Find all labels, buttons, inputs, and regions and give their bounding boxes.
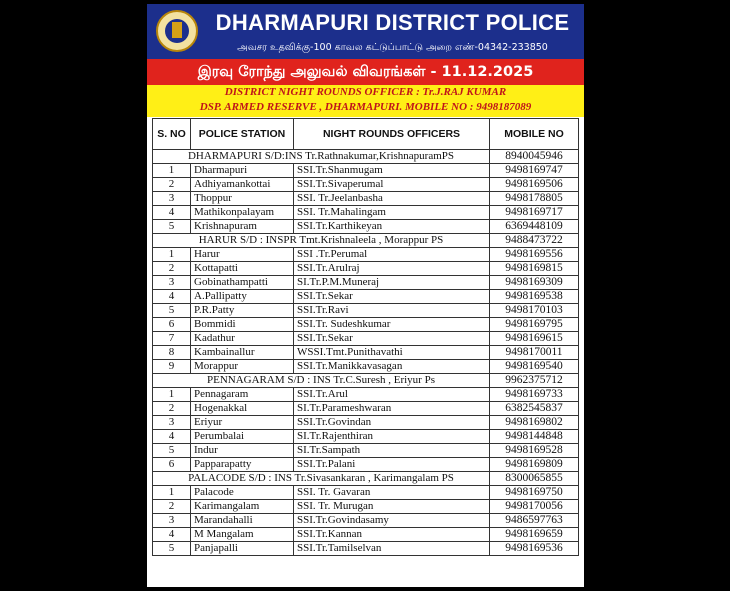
sno-cell: 5 bbox=[153, 542, 191, 556]
station-cell: M Mangalam bbox=[191, 528, 294, 542]
sno-cell: 3 bbox=[153, 276, 191, 290]
officer-cell: SSI.Tr.Ravi bbox=[294, 304, 490, 318]
sno-cell: 1 bbox=[153, 486, 191, 500]
officer-cell: SSI. Tr.Mahalingam bbox=[294, 206, 490, 220]
sno-cell: 6 bbox=[153, 318, 191, 332]
column-header-sno: S. NO bbox=[153, 119, 191, 150]
officer-cell: SSI.Tr. Sudeshkumar bbox=[294, 318, 490, 332]
mobile-cell: 9498169733 bbox=[490, 388, 579, 402]
sno-cell: 1 bbox=[153, 248, 191, 262]
station-cell: Dharmapuri bbox=[191, 164, 294, 178]
district-officer-banner bbox=[147, 85, 584, 117]
table-row bbox=[153, 318, 579, 332]
officer-cell: SI.Tr.Parameshwaran bbox=[294, 402, 490, 416]
table-header-row bbox=[153, 119, 579, 150]
officer-cell: SSI.Tr.Arulraj bbox=[294, 262, 490, 276]
mobile-cell: 6382545837 bbox=[490, 402, 579, 416]
station-cell: Morappur bbox=[191, 360, 294, 374]
subdivision-mobile: 8940045946 bbox=[490, 150, 579, 164]
officer-cell: SSI.Tr.Kannan bbox=[294, 528, 490, 542]
table-row bbox=[153, 220, 579, 234]
mobile-cell: 9486597763 bbox=[490, 514, 579, 528]
station-cell: Perumbalai bbox=[191, 430, 294, 444]
mobile-cell: 9498169540 bbox=[490, 360, 579, 374]
sno-cell: 1 bbox=[153, 164, 191, 178]
table-row bbox=[153, 192, 579, 206]
group-header-row bbox=[153, 234, 579, 248]
officer-cell: SSI.Tr.Govindasamy bbox=[294, 514, 490, 528]
column-header-station: POLICE STATION bbox=[191, 119, 294, 150]
sno-cell: 5 bbox=[153, 220, 191, 234]
station-cell: Eriyur bbox=[191, 416, 294, 430]
control-room-subtitle: அவசர உதவிக்கு-100 காவல கட்டுப்பாட்டு அறை எண்-04342-233850 bbox=[237, 42, 548, 53]
mobile-cell: 9498169750 bbox=[490, 486, 579, 500]
station-cell: Marandahalli bbox=[191, 514, 294, 528]
sno-cell: 2 bbox=[153, 402, 191, 416]
table-row bbox=[153, 514, 579, 528]
mobile-cell: 9498169659 bbox=[490, 528, 579, 542]
mobile-cell: 9498169506 bbox=[490, 178, 579, 192]
sno-cell: 5 bbox=[153, 304, 191, 318]
officer-cell: SSI. Tr.Jeelanbasha bbox=[294, 192, 490, 206]
page-title: DHARMAPURI DISTRICT POLICE bbox=[215, 10, 570, 35]
table-row bbox=[153, 290, 579, 304]
mobile-cell: 9498169795 bbox=[490, 318, 579, 332]
mobile-cell: 9498169309 bbox=[490, 276, 579, 290]
table-row bbox=[153, 402, 579, 416]
mobile-cell: 9498144848 bbox=[490, 430, 579, 444]
officer-cell: SSI. Tr. Murugan bbox=[294, 500, 490, 514]
officer-cell: SSI.Tr.Palani bbox=[294, 458, 490, 472]
officer-cell: SSI.Tr.Arul bbox=[294, 388, 490, 402]
document-page bbox=[147, 4, 584, 587]
station-cell: Thoppur bbox=[191, 192, 294, 206]
officer-cell: SI.Tr.P.M.Muneraj bbox=[294, 276, 490, 290]
subdivision-officer: PENNAGARAM S/D : INS Tr.C.Suresh , Eriyur Ps bbox=[153, 374, 490, 388]
table-row bbox=[153, 444, 579, 458]
sno-cell: 2 bbox=[153, 500, 191, 514]
table-row bbox=[153, 360, 579, 374]
column-header-mobile: MOBILE NO bbox=[490, 119, 579, 150]
officer-cell: SSI. Tr. Gavaran bbox=[294, 486, 490, 500]
officer-cell: SI.Tr.Sampath bbox=[294, 444, 490, 458]
officer-cell: SSI.Tr.Manikkavasagan bbox=[294, 360, 490, 374]
table-row bbox=[153, 178, 579, 192]
table-row bbox=[153, 262, 579, 276]
station-cell: Bommidi bbox=[191, 318, 294, 332]
mobile-cell: 9498169528 bbox=[490, 444, 579, 458]
officer-cell: SSI .Tr.Perumal bbox=[294, 248, 490, 262]
sno-cell: 9 bbox=[153, 360, 191, 374]
night-rounds-table bbox=[152, 118, 579, 556]
mobile-cell: 9498169538 bbox=[490, 290, 579, 304]
mobile-cell: 9498169747 bbox=[490, 164, 579, 178]
officer-cell: SSI.Tr.Sekar bbox=[294, 332, 490, 346]
sno-cell: 7 bbox=[153, 332, 191, 346]
column-header-officers: NIGHT ROUNDS OFFICERS bbox=[294, 119, 490, 150]
mobile-cell: 6369448109 bbox=[490, 220, 579, 234]
group-header-row bbox=[153, 374, 579, 388]
report-title: இரவு ரோந்து அலுவல் விவரங்கள் - 11.12.2025 bbox=[147, 59, 584, 85]
officer-cell: SSI.Tr.Tamilselvan bbox=[294, 542, 490, 556]
sno-cell: 1 bbox=[153, 388, 191, 402]
station-cell: Pennagaram bbox=[191, 388, 294, 402]
table-row bbox=[153, 332, 579, 346]
station-cell: Gobinathampatti bbox=[191, 276, 294, 290]
station-cell: A.Pallipatty bbox=[191, 290, 294, 304]
table-row bbox=[153, 542, 579, 556]
sno-cell: 2 bbox=[153, 262, 191, 276]
mobile-cell: 9498169809 bbox=[490, 458, 579, 472]
table-row bbox=[153, 416, 579, 430]
subdivision-mobile: 8300065855 bbox=[490, 472, 579, 486]
mobile-cell: 9498169556 bbox=[490, 248, 579, 262]
station-cell: Kadathur bbox=[191, 332, 294, 346]
table-row bbox=[153, 458, 579, 472]
officer-cell: SSI.Tr.Shanmugam bbox=[294, 164, 490, 178]
group-header-row bbox=[153, 150, 579, 164]
table-row bbox=[153, 500, 579, 514]
station-cell: Karimangalam bbox=[191, 500, 294, 514]
station-cell: Mathikonpalayam bbox=[191, 206, 294, 220]
district-officer-contact-line: DSP. ARMED RESERVE , DHARMAPURI. MOBILE NO : 9498187089 bbox=[199, 101, 532, 113]
station-cell: Harur bbox=[191, 248, 294, 262]
mobile-cell: 9498170011 bbox=[490, 346, 579, 360]
station-cell: Kambainallur bbox=[191, 346, 294, 360]
mobile-cell: 9498169717 bbox=[490, 206, 579, 220]
station-cell: Palacode bbox=[191, 486, 294, 500]
officer-cell: SSI.Tr.Sekar bbox=[294, 290, 490, 304]
table-row bbox=[153, 430, 579, 444]
sno-cell: 6 bbox=[153, 458, 191, 472]
subdivision-officer: PALACODE S/D : INS Tr.Sivasankaran , Karimangalam PS bbox=[153, 472, 490, 486]
sno-cell: 8 bbox=[153, 346, 191, 360]
sno-cell: 4 bbox=[153, 430, 191, 444]
table-row bbox=[153, 248, 579, 262]
table-row bbox=[153, 206, 579, 220]
sno-cell: 4 bbox=[153, 206, 191, 220]
sno-cell: 3 bbox=[153, 416, 191, 430]
officer-cell: SI.Tr.Rajenthiran bbox=[294, 430, 490, 444]
sno-cell: 3 bbox=[153, 192, 191, 206]
mobile-cell: 9498169815 bbox=[490, 262, 579, 276]
station-cell: Krishnapuram bbox=[191, 220, 294, 234]
mobile-cell: 9498169615 bbox=[490, 332, 579, 346]
mobile-cell: 9498169536 bbox=[490, 542, 579, 556]
table-row bbox=[153, 388, 579, 402]
officer-cell: SSI.Tr.Sivaperumal bbox=[294, 178, 490, 192]
station-cell: Kottapatti bbox=[191, 262, 294, 276]
sno-cell: 4 bbox=[153, 528, 191, 542]
station-cell: Hogenakkal bbox=[191, 402, 294, 416]
mobile-cell: 9498178805 bbox=[490, 192, 579, 206]
mobile-cell: 9498169802 bbox=[490, 416, 579, 430]
subdivision-officer: DHARMAPURI S/D:INS Tr.Rathnakumar,KrishnapuramPS bbox=[153, 150, 490, 164]
sno-cell: 3 bbox=[153, 514, 191, 528]
table-row bbox=[153, 164, 579, 178]
header-banner bbox=[147, 4, 584, 59]
table-row bbox=[153, 528, 579, 542]
officer-cell: WSSI.Tmt.Punithavathi bbox=[294, 346, 490, 360]
subdivision-officer: HARUR S/D : INSPR Tmt.Krishnaleela , Morappur PS bbox=[153, 234, 490, 248]
station-cell: Papparapatty bbox=[191, 458, 294, 472]
table-row bbox=[153, 276, 579, 290]
officer-cell: SSI.Tr.Govindan bbox=[294, 416, 490, 430]
subdivision-mobile: 9962375712 bbox=[490, 374, 579, 388]
table-body bbox=[153, 119, 579, 556]
officer-cell: SSI.Tr.Karthikeyan bbox=[294, 220, 490, 234]
station-cell: Indur bbox=[191, 444, 294, 458]
group-header-row bbox=[153, 472, 579, 486]
sno-cell: 5 bbox=[153, 444, 191, 458]
sno-cell: 2 bbox=[153, 178, 191, 192]
table-row bbox=[153, 346, 579, 360]
mobile-cell: 9498170103 bbox=[490, 304, 579, 318]
table-row bbox=[153, 304, 579, 318]
mobile-cell: 9498170056 bbox=[490, 500, 579, 514]
subdivision-mobile: 9488473722 bbox=[490, 234, 579, 248]
sno-cell: 4 bbox=[153, 290, 191, 304]
station-cell: Adhiyamankottai bbox=[191, 178, 294, 192]
table-row bbox=[153, 486, 579, 500]
police-emblem-icon bbox=[156, 10, 198, 52]
station-cell: P.R.Patty bbox=[191, 304, 294, 318]
district-officer-line: DISTRICT NIGHT ROUNDS OFFICER : Tr.J.RAJ KUMAR bbox=[224, 86, 507, 98]
station-cell: Panjapalli bbox=[191, 542, 294, 556]
